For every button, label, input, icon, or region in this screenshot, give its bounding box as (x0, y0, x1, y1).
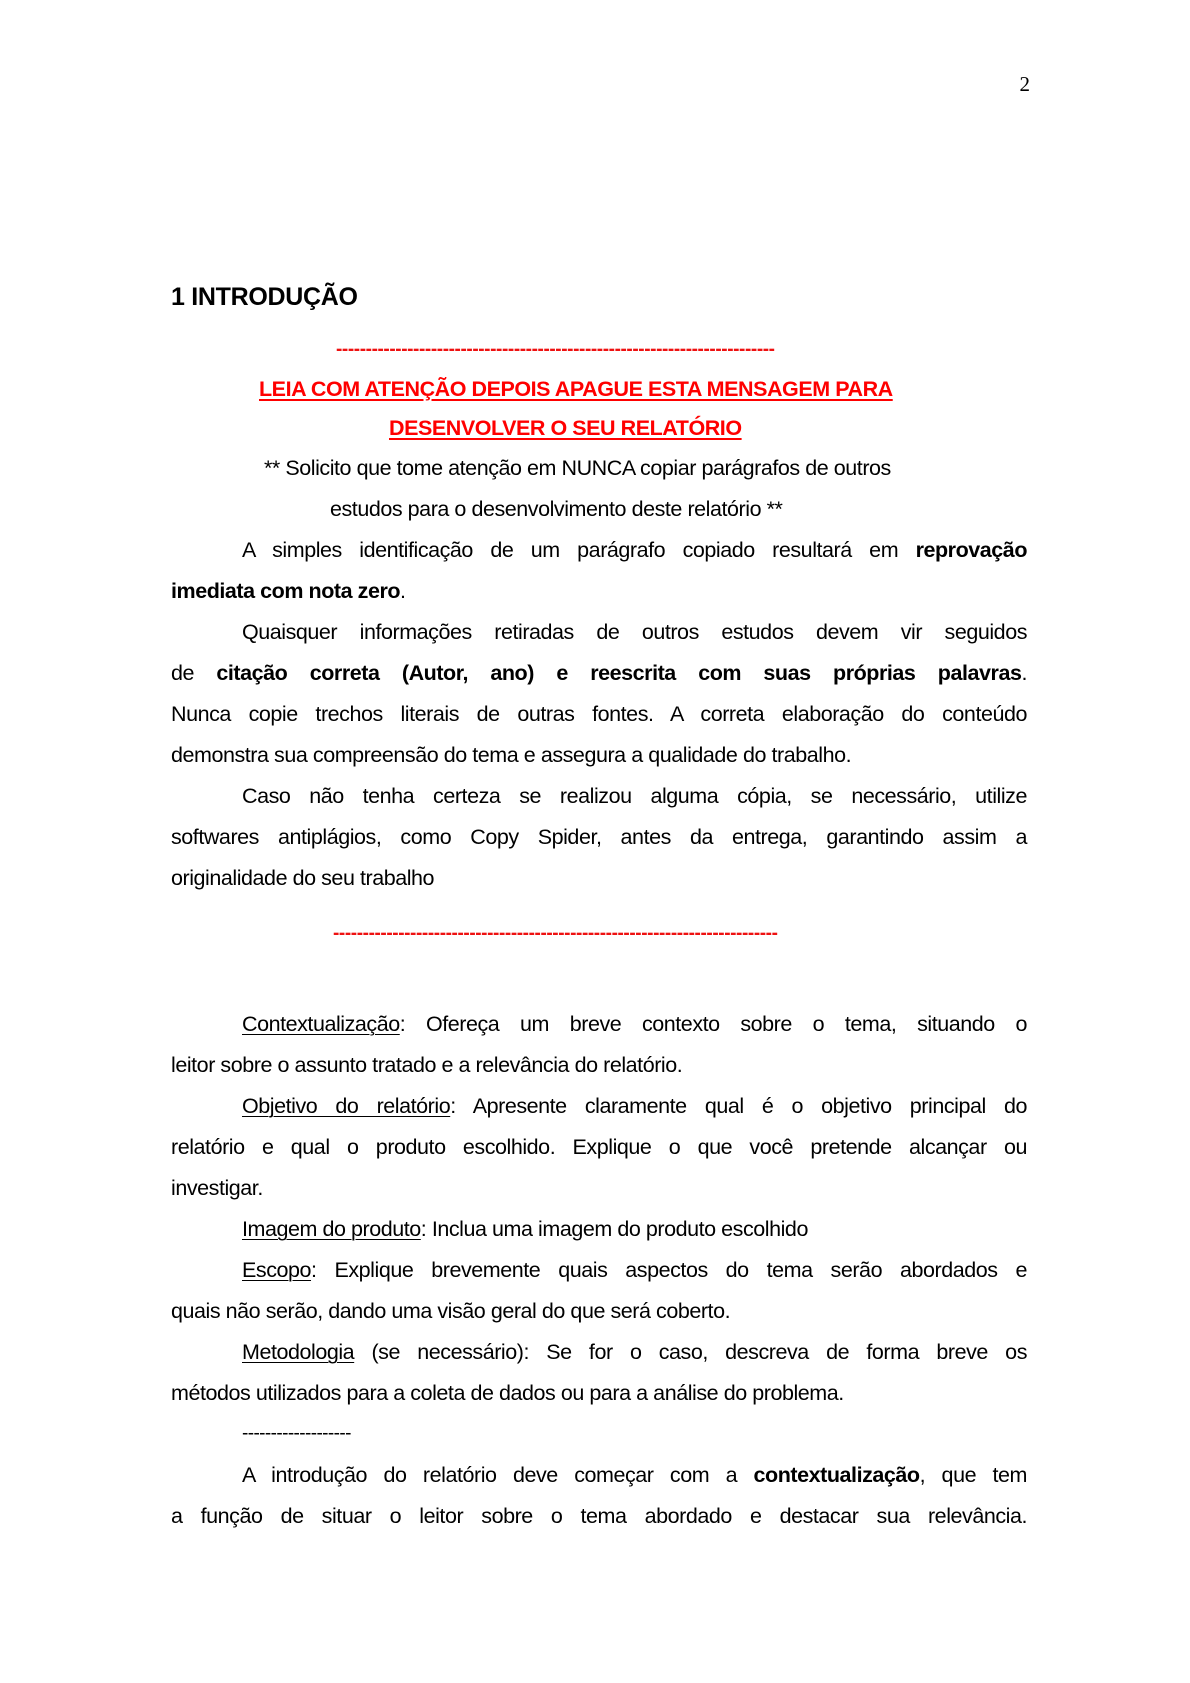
bold-text: imediata com nota zero (171, 579, 401, 603)
citation-paragraph-line-4: demonstra sua compreensão do tema e assegura a qualidade do trabalho. (171, 743, 852, 767)
page-number: 2 (1019, 72, 1030, 96)
metodologia-line-2: métodos utilizados para a coleta de dados ou para a análise do problema. (171, 1381, 844, 1405)
text: de (171, 661, 217, 685)
objetivo-line-3: investigar. (171, 1176, 263, 1200)
escopo-line-1 (171, 1256, 1027, 1284)
text: : Inclua uma imagem do produto escolhido (420, 1217, 808, 1241)
request-line-2: estudos para o desenvolvimento deste relatório ** (330, 497, 783, 521)
objetivo-line-2: relatório e qual o produto escolhido. Explique o que você pretende alcançar ou (171, 1135, 1027, 1159)
imagem-line-1 (242, 1215, 808, 1243)
bold-text: citação correta (Autor, ano) e reescrita com suas próprias palavras (216, 661, 1022, 685)
antiplagiarism-paragraph-line-2: softwares antiplágios, como Copy Spider, antes da entrega, garantindo assim a (171, 825, 1027, 849)
plagiarism-warning-line-1 (171, 536, 1027, 564)
citation-paragraph-line-3: Nunca copie trechos literais de outras fontes. A correta elaboração do conteúdo (171, 702, 1027, 726)
bold-text: contextualização (753, 1463, 920, 1487)
citation-paragraph-line-2 (171, 659, 1027, 687)
escopo-line-2: quais não serão, dando uma visão geral do que será coberto. (171, 1299, 731, 1323)
topic-label: Metodologia (242, 1340, 355, 1364)
citation-paragraph-line-1: Quaisquer informações retiradas de outros estudos devem vir seguidos (242, 620, 1027, 644)
contextualizacao-line-1 (171, 1010, 1027, 1038)
red-dashed-separator-top: -------------------------------------------------------------------------- (336, 339, 775, 360)
text: , que tem (919, 1463, 1027, 1487)
metodologia-line-1 (171, 1338, 1027, 1366)
request-line-1: ** Solicito que tome atenção em NUNCA copiar parágrafos de outros (264, 456, 891, 480)
topic-label: Objetivo do relatório (242, 1094, 451, 1118)
warning-line-1: LEIA COM ATENÇÃO DEPOIS APAGUE ESTA MENSAGEM PARA (259, 377, 893, 401)
topic-label: Escopo (242, 1258, 312, 1282)
objetivo-line-1 (171, 1092, 1027, 1120)
warning-line-2: DESENVOLVER O SEU RELATÓRIO (389, 416, 742, 440)
text: A introdução do relatório deve começar com a (242, 1463, 754, 1487)
text: A simples identificação de um parágrafo copiado resultará em (242, 538, 916, 562)
text: . (400, 579, 406, 603)
text: : Explique brevemente quais aspectos do tema serão abordados e (311, 1258, 1027, 1282)
red-dashed-separator-bottom: --------------------------------------------------------------------------- (333, 923, 778, 944)
antiplagiarism-paragraph-line-1: Caso não tenha certeza se realizou alguma cópia, se necessário, utilize (242, 784, 1027, 808)
section-heading: 1 INTRODUÇÃO (171, 283, 358, 311)
plagiarism-warning-line-2 (171, 577, 406, 605)
contextualizacao-line-2: leitor sobre o assunto tratado e a relevância do relatório. (171, 1053, 683, 1077)
text: . (1021, 661, 1028, 685)
black-dashed-separator: ------------------- (242, 1423, 351, 1444)
topic-label: Contextualização (242, 1012, 400, 1036)
text: : Ofereça um breve contexto sobre o tema, situando o (399, 1012, 1027, 1036)
antiplagiarism-paragraph-line-3: originalidade do seu trabalho (171, 866, 435, 890)
text: : Apresente claramente qual é o objetivo principal do (450, 1094, 1027, 1118)
closing-line-1 (171, 1461, 1027, 1489)
topic-label: Imagem do produto (242, 1217, 421, 1241)
text: (se necessário): Se for o caso, descreva de forma breve os (354, 1340, 1027, 1364)
bold-text: reprovação (915, 538, 1027, 562)
closing-line-2: a função de situar o leitor sobre o tema abordado e destacar sua relevância. (171, 1504, 1027, 1528)
